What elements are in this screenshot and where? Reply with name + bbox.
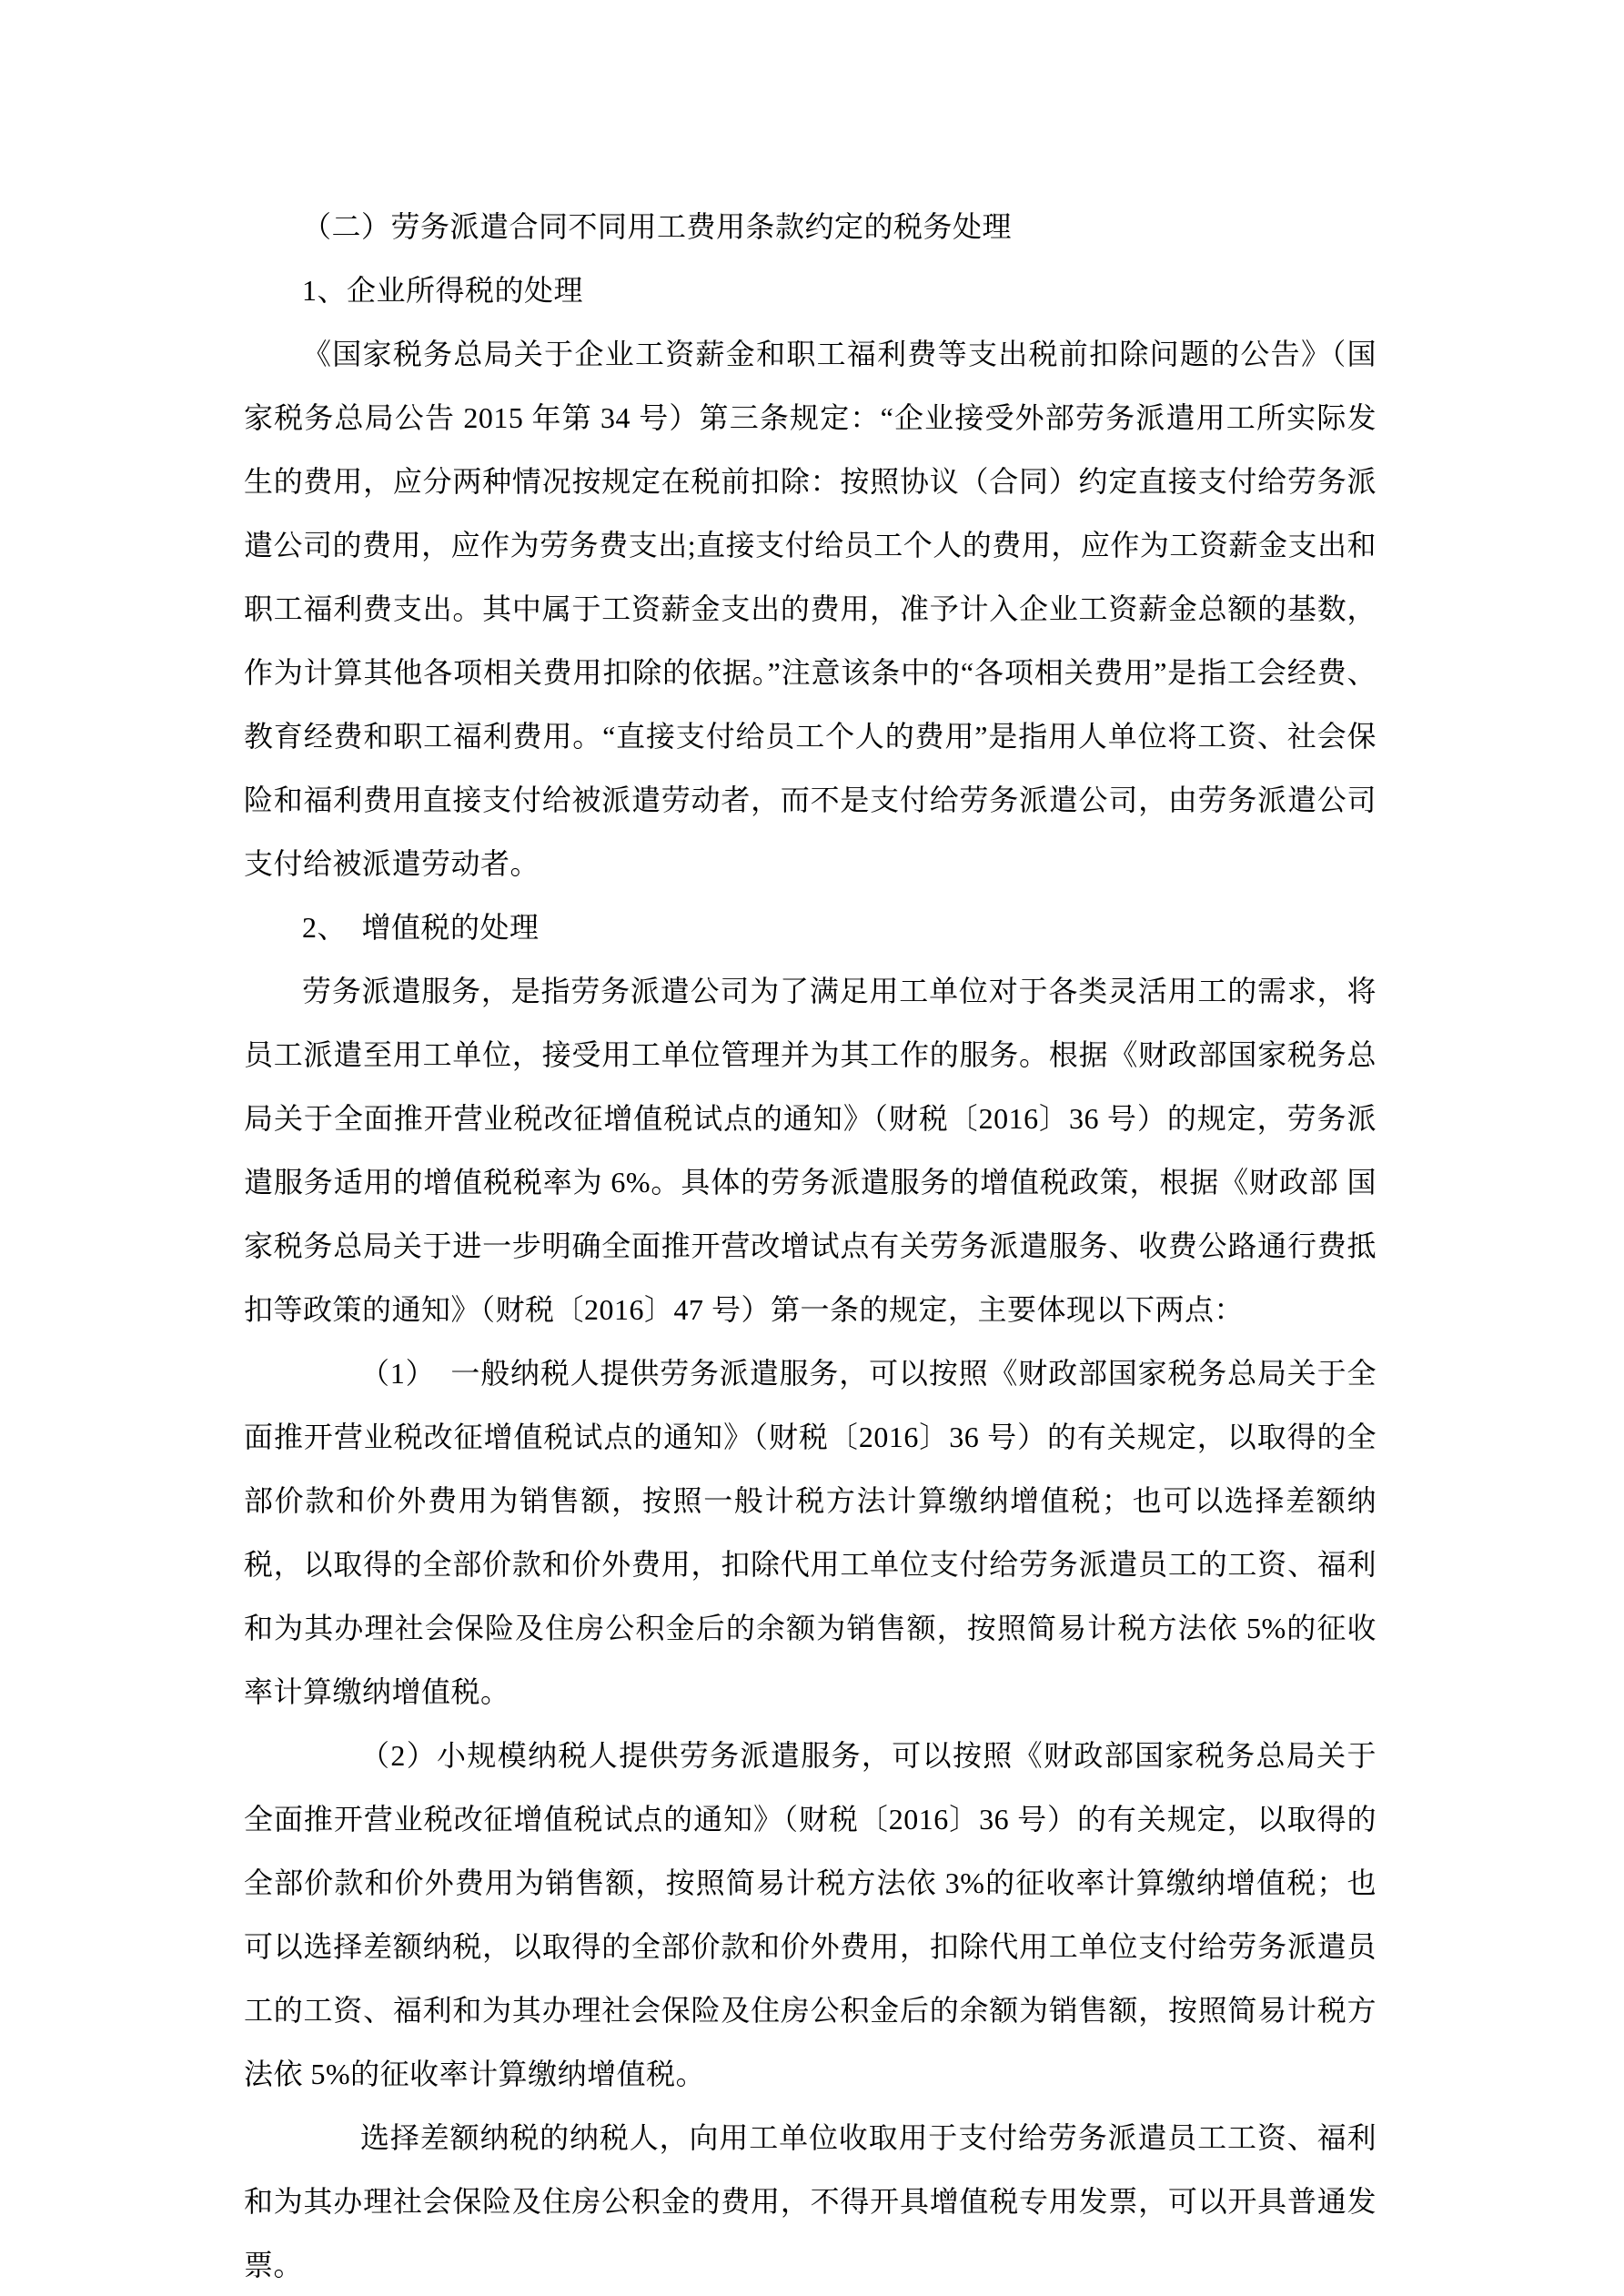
sub-paragraph: 选择差额纳税的纳税人，向用工单位收取用于支付给劳务派遣员工工资、福利和为其办理社会保险及住房公积金的费用，不得开具增值税专用发票，可以开具普通发票。 <box>244 2121 1377 2281</box>
section-heading: （二）劳务派遣合同不同用工费用条款约定的税务处理 <box>302 210 1013 243</box>
body-paragraph: 劳务派遣服务，是指劳务派遣公司为了满足用工单位对于各类灵活用工的需求，将员工派遣至用工单位，接受用工单位管理并为其工作的服务。根据《财政部国家税务总局关于全面推开营业税改征增值税试点的通知》（财税〔2016〕36 号）的规定，劳务派遣服务适用的增值税税率为 6%。具体的劳务派遣服务的增值税政策，根据《财政部 国家税务总局关于进一步明确全面推开营改增试点有关劳务派遣服务、收费公路通行费抵扣等政策的通知》（财税〔2016〕47 号）第一条的规定，主要体现以下两点： <box>244 975 1377 1326</box>
section-heading: 2、 增值税的处理 <box>302 911 540 944</box>
sub-paragraph: （1） 一般纳税人提供劳务派遣服务，可以按照《财政部国家税务总局关于全面推开营业税改征增值税试点的通知》（财税〔2016〕36 号）的有关规定，以取得的全部价款和价外费用为销售额，按照一般计税方法计算缴纳增值税；也可以选择差额纳税，以取得的全部价款和价外费用，扣除代用工单位支付给劳务派遣员工的工资、福利和为其办理社会保险及住房公积金后的余额为销售额，按照简易计税方法依 5%的征收率计算缴纳增值税。 <box>244 1357 1377 1708</box>
section-heading: 1、企业所得税的处理 <box>302 274 584 307</box>
body-paragraph: 《国家税务总局关于企业工资薪金和职工福利费等支出税前扣除问题的公告》（国家税务总局公告 2015 年第 34 号）第三条规定：“企业接受外部劳务派遣用工所实际发生的费用，应分两种情况按规定在税前扣除：按照协议（合同）约定直接支付给劳务派遣公司的费用，应作为劳务费支出;直接支付给员工个人的费用，应作为工资薪金支出和职工福利费支出。其中属于工资薪金支出的费用，准予计入企业工资薪金总额的基数，作为计算其他各项相关费用扣除的依据。”注意该条中的“各项相关费用”是指工会经费、教育经费和职工福利费用。“直接支付给员工个人的费用”是指用人单位将工资、社会保险和福利费用直接支付给被派遣劳动者，而不是支付给劳务派遣公司，由劳务派遣公司支付给被派遣劳动者。 <box>244 338 1377 880</box>
document-text-block <box>244 195 1377 2296</box>
sub-paragraph: （2）小规模纳税人提供劳务派遣服务，可以按照《财政部国家税务总局关于全面推开营业税改征增值税试点的通知》（财税〔2016〕36 号）的有关规定，以取得的全部价款和价外费用为销售额，按照简易计税方法依 3%的征收率计算缴纳增值税；也可以选择差额纳税，以取得的全部价款和价外费用，扣除代用工单位支付给劳务派遣员工的工资、福利和为其办理社会保险及住房公积金后的余额为销售额，按照简易计税方法依 5%的征收率计算缴纳增值税。 <box>244 1739 1377 2090</box>
